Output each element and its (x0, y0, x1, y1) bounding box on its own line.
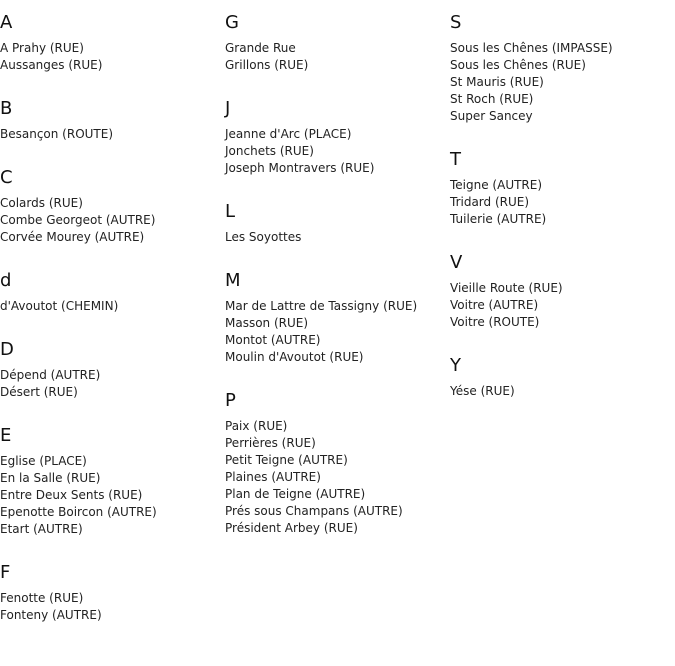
letter-section (225, 200, 445, 246)
section-letter-heading: S (450, 12, 462, 33)
street-name: Etart (AUTRE) (0, 522, 83, 536)
street-name: Sous les Chênes (RUE) (450, 58, 586, 72)
street-name: St Roch (RUE) (450, 92, 534, 106)
street-list (225, 229, 445, 246)
street-name: Plan de Teigne (AUTRE) (225, 487, 366, 501)
letter-section (0, 97, 220, 143)
street-name: d'Avoutot (CHEMIN) (0, 299, 119, 313)
section-letter-heading: G (225, 12, 239, 33)
letter-section (0, 11, 220, 74)
street-name: Aussanges (RUE) (0, 58, 103, 72)
street-index-column-3 (450, 0, 675, 400)
street-name: Jonchets (RUE) (225, 144, 314, 158)
street-name: Mar de Lattre de Tassigny (RUE) (225, 299, 418, 313)
street-name: Grande Rue (225, 41, 296, 55)
letter-section (0, 269, 220, 315)
street-name: Vieille Route (RUE) (450, 281, 563, 295)
street-list (0, 367, 220, 401)
street-list (225, 298, 445, 366)
section-letter-heading: E (0, 425, 12, 446)
street-name: Masson (RUE) (225, 316, 309, 330)
section-letter-heading: M (225, 270, 241, 291)
section-letter-heading: D (0, 339, 14, 360)
section-letter-heading: A (0, 12, 13, 33)
section-letter-heading: T (450, 149, 461, 170)
street-list (0, 298, 220, 315)
street-name: Perrières (RUE) (225, 436, 316, 450)
street-list (450, 40, 675, 125)
section-letter-heading: B (0, 98, 13, 119)
street-name: Plaines (AUTRE) (225, 470, 321, 484)
street-name: Désert (RUE) (0, 385, 78, 399)
street-name: Tuilerie (AUTRE) (450, 212, 547, 226)
street-list (225, 418, 445, 537)
street-list (0, 126, 220, 143)
street-name: Montot (AUTRE) (225, 333, 321, 347)
section-letter-heading: L (225, 201, 236, 222)
street-name: Sous les Chênes (IMPASSE) (450, 41, 613, 55)
street-name: Jeanne d'Arc (PLACE) (225, 127, 352, 141)
street-name: Corvée Mourey (AUTRE) (0, 230, 145, 244)
street-name: Voitre (ROUTE) (450, 315, 540, 329)
street-name: Voitre (AUTRE) (450, 298, 539, 312)
street-name: Super Sancey (450, 109, 533, 123)
street-name: Grillons (RUE) (225, 58, 309, 72)
street-name: Président Arbey (RUE) (225, 521, 358, 535)
street-list (0, 453, 220, 538)
letter-section (225, 11, 445, 74)
section-letter-heading: J (225, 98, 231, 119)
street-name: Yése (RUE) (450, 384, 515, 398)
section-letter-heading: P (225, 390, 236, 411)
street-list (0, 40, 220, 74)
section-letter-heading: Y (450, 355, 461, 376)
street-name: Entre Deux Sents (RUE) (0, 488, 143, 502)
street-name: Colards (RUE) (0, 196, 83, 210)
street-name: St Mauris (RUE) (450, 75, 544, 89)
letter-section (450, 148, 675, 228)
street-name: Combe Georgeot (AUTRE) (0, 213, 156, 227)
street-name: Les Soyottes (225, 230, 302, 244)
section-letter-heading: F (0, 562, 11, 583)
street-list (0, 590, 220, 624)
street-list (225, 40, 445, 74)
section-letter-heading: d (0, 270, 12, 291)
letter-section (0, 561, 220, 624)
letter-section (0, 166, 220, 246)
street-list (450, 280, 675, 331)
street-name: Paix (RUE) (225, 419, 288, 433)
letter-section (225, 389, 445, 537)
street-name: Fonteny (AUTRE) (0, 608, 102, 622)
section-letter-heading: V (450, 252, 463, 273)
letter-section (0, 424, 220, 538)
street-name: Fenotte (RUE) (0, 591, 84, 605)
street-list (0, 195, 220, 246)
letter-section (225, 97, 445, 177)
street-name: Petit Teigne (AUTRE) (225, 453, 348, 467)
street-index-column-1 (0, 0, 220, 624)
street-list (450, 177, 675, 228)
street-name: Prés sous Champans (AUTRE) (225, 504, 403, 518)
street-list (225, 126, 445, 177)
letter-section (0, 338, 220, 401)
street-name: Teigne (AUTRE) (450, 178, 543, 192)
section-letter-heading: C (0, 167, 13, 188)
street-name: En la Salle (RUE) (0, 471, 101, 485)
street-name: Eglise (PLACE) (0, 454, 87, 468)
street-name: Joseph Montravers (RUE) (225, 161, 375, 175)
letter-section (450, 11, 675, 125)
street-list (450, 383, 675, 400)
street-name: Moulin d'Avoutot (RUE) (225, 350, 364, 364)
letter-section (225, 269, 445, 366)
street-name: Besançon (ROUTE) (0, 127, 114, 141)
street-name: A Prahy (RUE) (0, 41, 84, 55)
street-name: Epenotte Boircon (AUTRE) (0, 505, 157, 519)
street-name: Tridard (RUE) (450, 195, 530, 209)
letter-section (450, 251, 675, 331)
street-index-column-2 (225, 0, 445, 537)
street-name: Dépend (AUTRE) (0, 368, 101, 382)
letter-section (450, 354, 675, 400)
